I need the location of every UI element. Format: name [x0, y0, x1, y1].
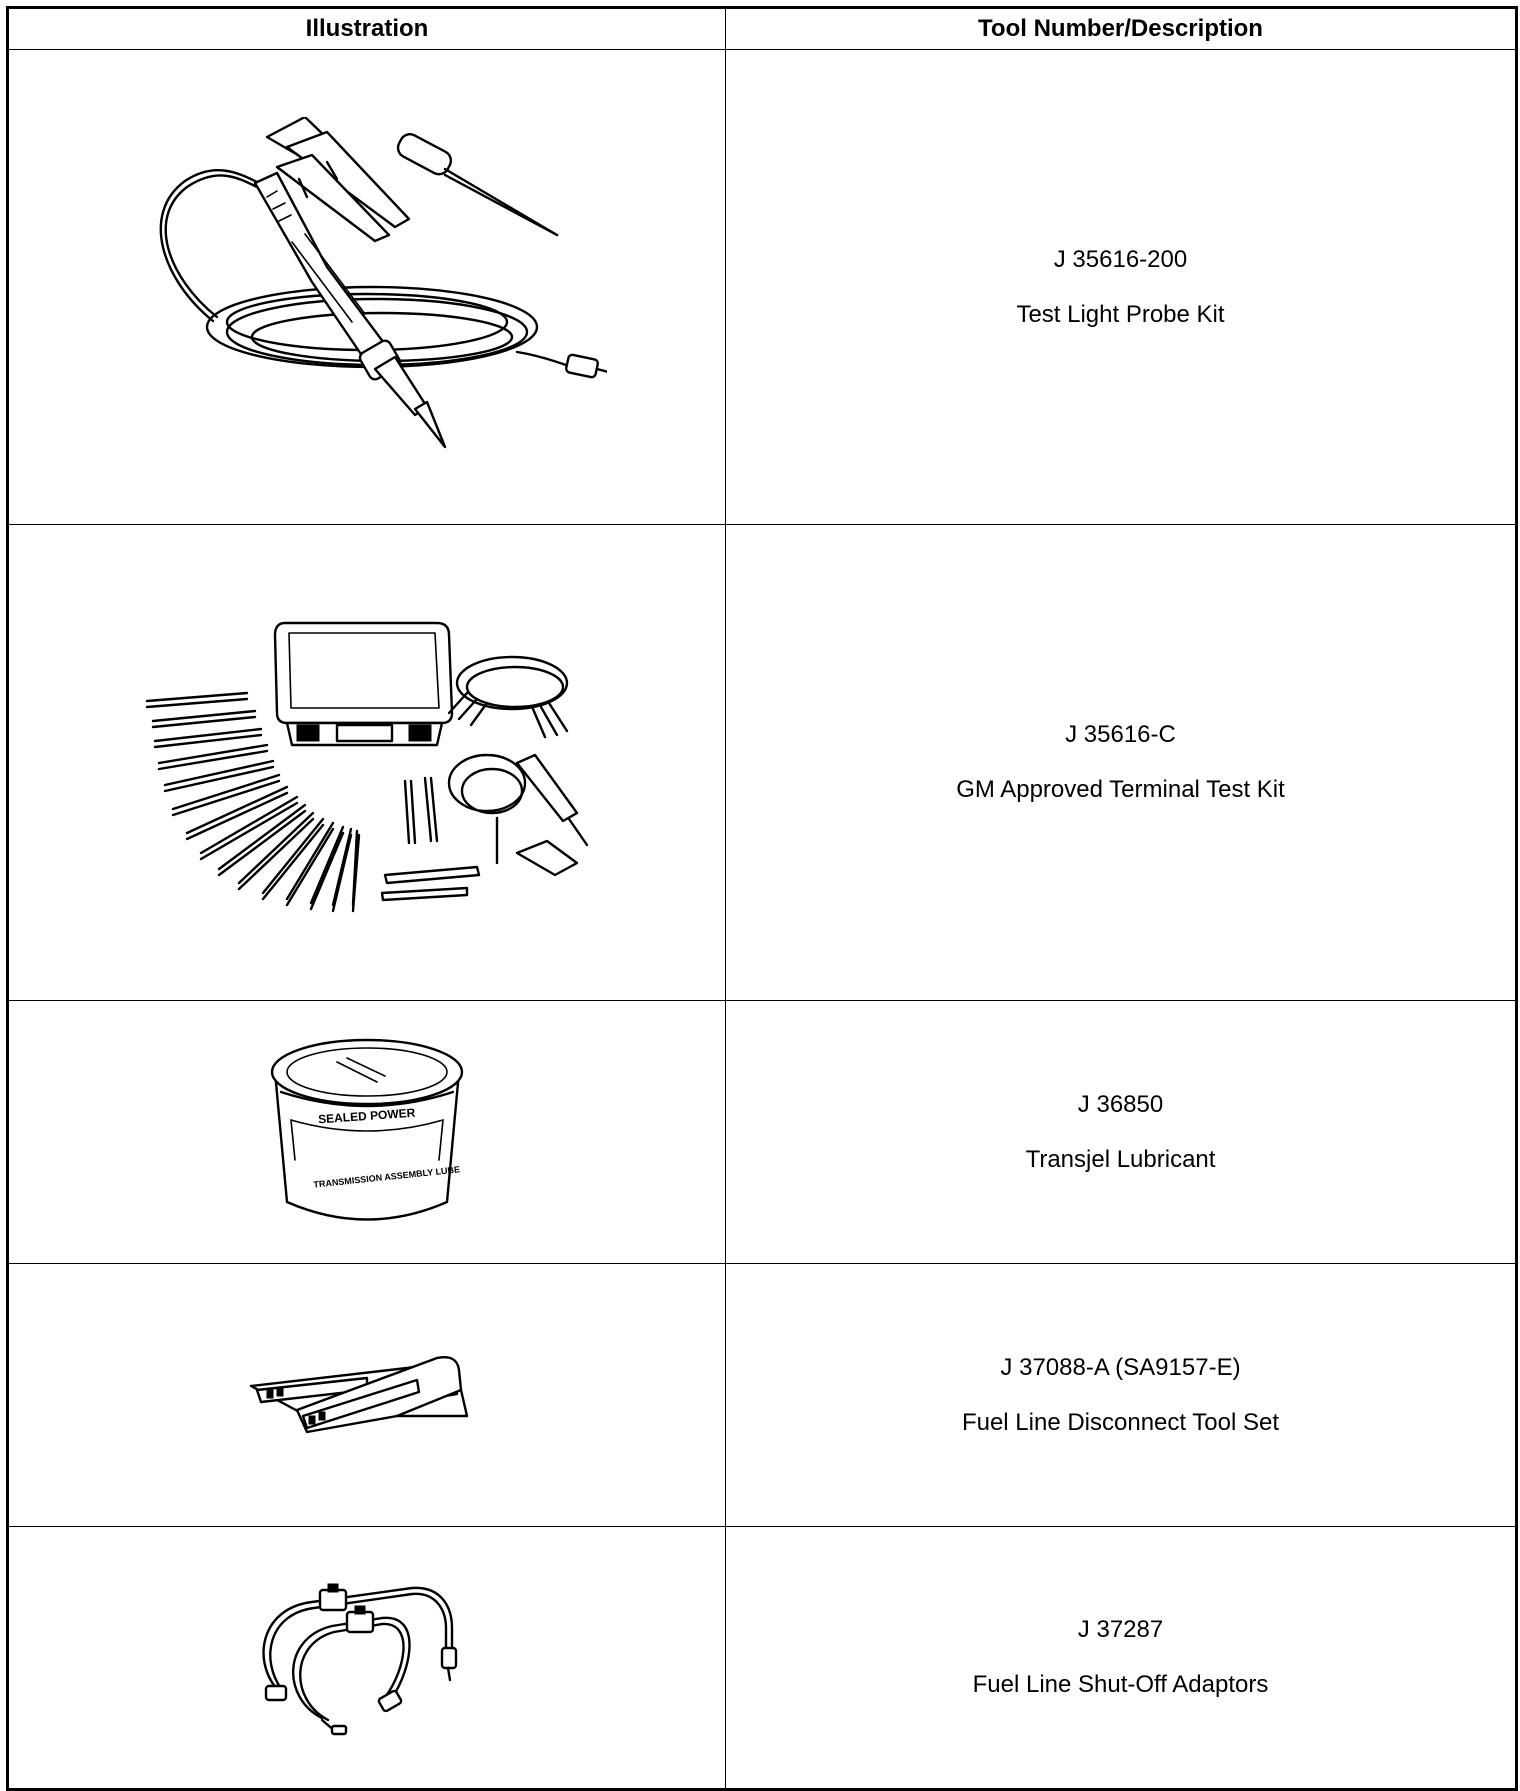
table-header-row	[8, 8, 1517, 50]
tool-number: J 36850	[1077, 1090, 1164, 1118]
description-cell	[726, 525, 1517, 1001]
test-light-probe-kit-illustration	[127, 117, 607, 457]
fuel-line-adaptors-illustration	[252, 1578, 482, 1738]
tool-number: J 37287	[1077, 1616, 1164, 1644]
tool-description: Transjel Lubricant	[1025, 1145, 1216, 1173]
table-row	[8, 1527, 1517, 1790]
lubricant-product-label: TRANSMISSION ASSEMBLY LUBE	[312, 1164, 461, 1190]
tool-description: GM Approved Terminal Test Kit	[956, 776, 1285, 803]
illustration-cell	[8, 50, 726, 525]
description-cell	[726, 1264, 1517, 1527]
illustration-column-header: Illustration	[8, 8, 726, 50]
illustration-cell	[8, 1001, 726, 1264]
description-cell	[726, 50, 1517, 525]
tool-number: J 35616-C	[1065, 721, 1176, 749]
illustration-cell	[8, 1527, 726, 1790]
table-row	[8, 525, 1517, 1001]
tool-description: Fuel Line Shut-Off Adaptors	[972, 1671, 1269, 1698]
tool-description: Test Light Probe Kit	[1016, 300, 1225, 328]
table-row	[8, 50, 1517, 525]
description-cell	[726, 1001, 1517, 1264]
lubricant-tub-illustration	[267, 1032, 467, 1232]
description-cell	[726, 1527, 1517, 1790]
fuel-line-disconnect-tools-illustration	[247, 1350, 487, 1440]
terminal-test-kit-illustration	[137, 613, 597, 913]
table-row	[8, 1264, 1517, 1527]
description-column-header: Tool Number/Description	[726, 8, 1517, 50]
table-row	[8, 1001, 1517, 1264]
lubricant-brand-label: SEALED POWER	[317, 1105, 416, 1127]
tool-description: Fuel Line Disconnect Tool Set	[961, 1408, 1280, 1436]
tool-number: J 37088-A (SA9157-E)	[1000, 1353, 1241, 1381]
illustration-cell	[8, 1264, 726, 1527]
tool-number: J 35616-200	[1053, 245, 1188, 273]
illustration-cell	[8, 525, 726, 1001]
special-tools-table	[6, 6, 1518, 1791]
